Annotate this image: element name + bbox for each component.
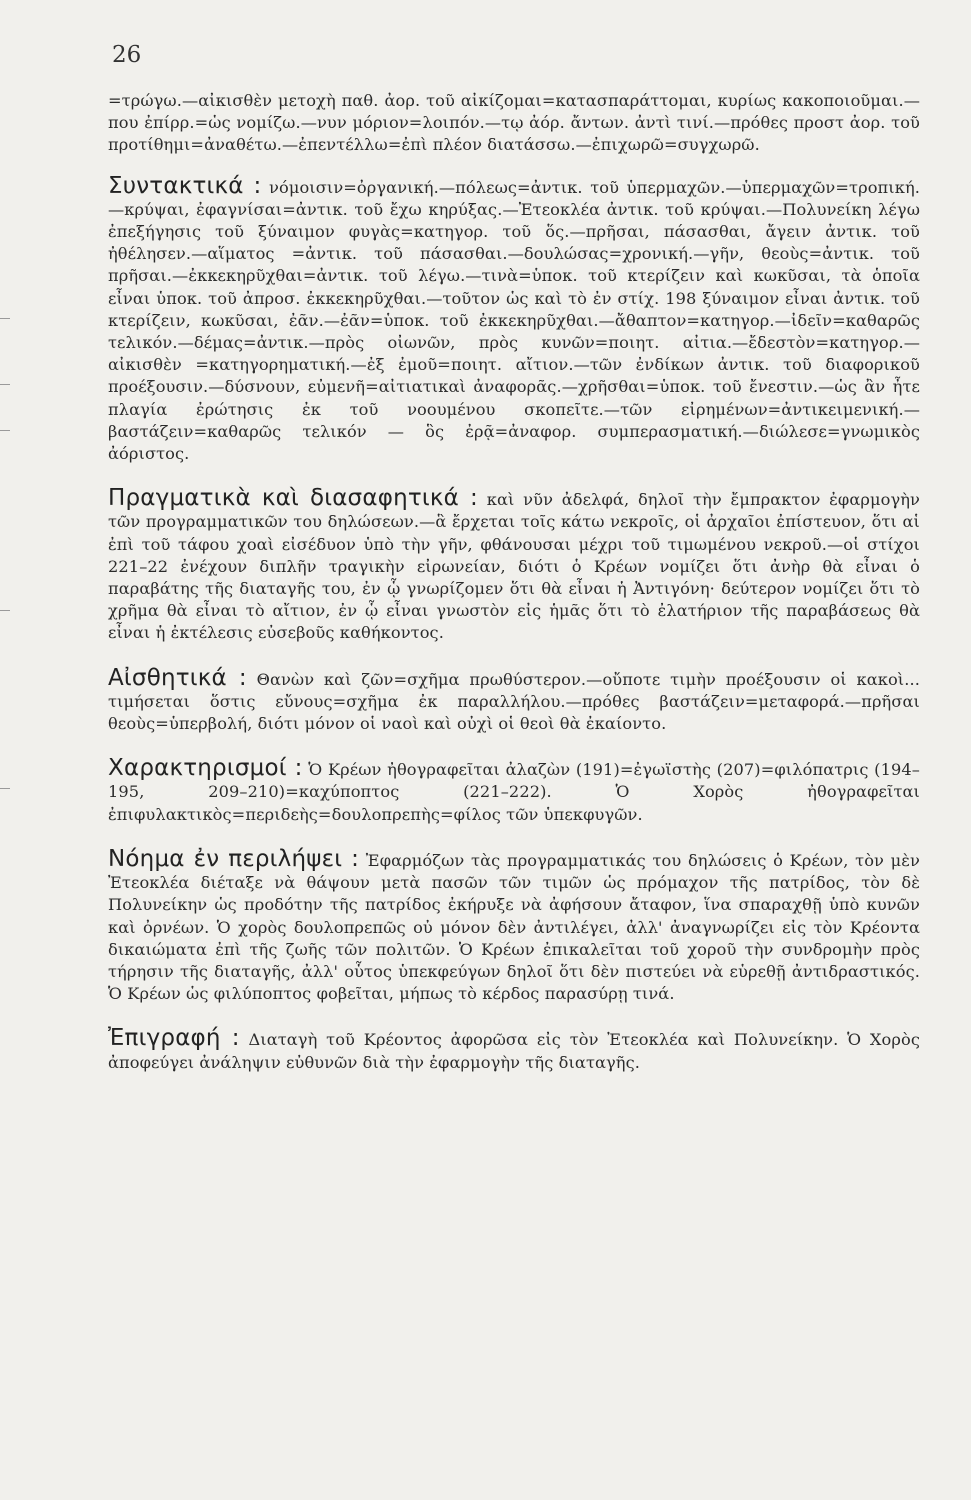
- intro-paragraph: =τρώγω.—αἰκισθὲν μετοχὴ παθ. ἀορ. τοῦ αἰκίζομαι=κατασπαράττομαι, κυρίως κακοποιοῦμαι.—που ἐπίρρ.=ὡς νομίζω.—νυν μόριον=λοιπόν.—τῳ ἀόρ. ἄντων. ἀντὶ τινί.—πρόθες προστ ἀορ. τοῦ προτίθημι=ἀναθέτω.—ἐπεντέλλω=ἐπὶ πλέον διατάσσω.—ἐπιχωρῶ=συγχωρῶ.: [108, 91, 920, 155]
- section-heading: Ἐπιγραφή :: [108, 1025, 240, 1052]
- section-text: καὶ νῦν ἀδελφά, δηλοῖ τὴν ἔμπρακτον ἐφαρμογὴν τῶν προγραμματικῶν του δηλώσεων.—ἃ ἔρχεται τοῖς κάτω νεκροῖς, οἱ ἀρχαῖοι ἐπίστευον, ὅτι αἱ ἐπὶ τοῦ τάφου χοαὶ εἰσέδυον ὑπὸ τὴν γῆν, φθάνουσαι μέχρι τοῦ τιμωμένου νεκροῦ.—οἱ στίχοι 221–22 ἐνέχουν διπλῆν τραγικὴν εἰρωνείαν, διότι ὁ Κρέων νομίζει ὅτι ἀνὴρ θὰ εἶναι ὁ παραβάτης τῆς διαταγῆς του, ἐν ᾧ γνωρίζομεν ὅτι θὰ εἶναι ἡ Ἀντιγόνη· δεύτερον νομίζει ὅτι τὸ χρῆμα θὰ εἶναι τὸ αἴτιον, ἐν ᾧ εἶναι γνωστὸν εἰς ἡμᾶς ὅτι τὸ ἐλατήριον τῆς παραβάσεως θὰ εἶναι ἡ ἐκτέλεσις εὐσεβοῦς καθήκοντος.: [108, 490, 920, 643]
- section-text: Ὁ Κρέων ἠθογραφεῖται ἀλαζὼν (191)=ἐγωϊστὴς (207)=φιλόπατρις (194–195, 209–210)=καχύποπτος (221–222). Ὁ Χορὸς ἠθογραφεῖται ἐπιφυλακτικὸς=περιδεὴς=δουλοπρεπὴς=φίλος τῶν ὑπεκφυγῶν.: [108, 760, 920, 824]
- section-heading: Χαρακτηρισμοί :: [108, 755, 303, 782]
- section-heading: Αἰσθητικά :: [108, 664, 247, 691]
- margin-mark: [0, 788, 10, 789]
- section-text: Ἐφαρμόζων τὰς προγραμματικάς του δηλώσεις ὁ Κρέων, τὸν μὲν Ἐτεοκλέα διέταξε νὰ θάψουν μετὰ πασῶν τῶν τιμῶν ὡς πρόμαχον τῆς πατρίδος, τὸν δὲ Πολυνείκην ὡς προδότην τῆς πατρίδος ἐκήρυξε νὰ ἀφήσουν ἄταφον, ἵνα σπαραχθῇ ὑπὸ κυνῶν καὶ ὀρνέων. Ὁ χορὸς δουλοπρεπῶς οὐ μόνον δὲν ἀντιλέγει, ἀλλ' ἀναγνωρίζει εἰς τὸν Κρέοντα δικαιώματα ἐπὶ τῆς ζωῆς τῶν πολιτῶν. Ὁ Κρέων ἐπικαλεῖται τοῦ χοροῦ τὴν συνδρομὴν πρὸς τήρησιν τῆς διαταγῆς, ἀλλ' οὗτος ὑπεκφεύγων δηλοῖ ὅτι δὲν πιστεύει νὰ εὑρεθῇ ἀντιδραστικός. Ὁ Κρέων ὡς φιλύποπτος φοβεῖται, μήπως τὸ κέρδος παρασύρῃ τινά.: [108, 850, 920, 1004]
- section-text: Θανὼν καὶ ζῶν=σχῆμα πρωθύστερον.—οὔποτε τιμὴν προέξουσιν οἱ κακοὶ... τιμήσεται ὅστις εὔνους=σχῆμα ἐκ παραλλήλου.—πρόθες βαστάζειν=μεταφορά.—πρῆσαι θεοὺς=ὑπερβολή, διότι μόνον οἱ ναοὶ καὶ οὐχὶ οἱ θεοὶ θὰ ἐκαίοντο.: [108, 669, 920, 734]
- section-characterization: [108, 757, 920, 826]
- margin-mark: [0, 610, 10, 611]
- section-text: νόμοισιν=ὀργανική.—πόλεως=ἀντικ. τοῦ ὑπερμαχῶν.—ὑπερμαχῶν=τροπική.—κρύψαι, ἐφαγνίσαι=ἀντικ. τοῦ ἔχω κηρύξας.—Ἐτεοκλέα ἀντικ. τοῦ κρύψαι.—Πολυνείκη λέγω ἐπεξήγησις τοῦ ξύναιμον φυγὰς=κατηγορ. τοῦ ὅς.—πρῆσαι, πάσασθαι, ἄγειν ἀντικ. τοῦ ἠθέλησεν.—αἵματος =ἀντικ. τοῦ πάσασθαι.—δουλώσας=χρονική.—γῆν, θεοὺς=ἀντικ. τοῦ πρῆσαι.—ἐκκεκηρῦχθαι=ἀντικ. τοῦ λέγω.—τινὰ=ὑποκ. τοῦ κτερίζειν καὶ κωκῦσαι, τὰ ὁποῖα εἶναι ὑποκ. τοῦ ἀπροσ. ἐκκεκηρῦχθαι.—τοῦτον ὡς καὶ τὸ ἐν στίχ. 198 ξύναιμον εἶναι ἀντικ. τοῦ κτερίζειν, κωκῦσαι, ἐᾶν.—ἐᾶν=ὑποκ. τοῦ ἐκκεκηρῦχθαι.—ἄθαπτον=κατηγορ.—ἰδεῖν=καθαρῶς τελικόν.—δέμας=ἀντικ.—πρὸς οἰωνῶν, πρὸς κυνῶν=ποιητ. αἰτια.—ἔδεστὸν=κατηγορ.—αἰκισθὲν =κατηγορηματική.—ἐξ ἐμοῦ=ποιητ. αἴτιον.—τῶν ἐνδίκων ἀντικ. τοῦ διαφορικοῦ προέξουσιν.—δύσνουν, εὐμενῆ=αἰτιατικαὶ ἀναφορᾶς.—χρῆσθαι=ὑποκ. τοῦ ἔνεστιν.—ὡς ἂν ἦτε πλαγία ἐρώτησις ἐκ τοῦ νοουμένου σκοπεῖτε.—τῶν εἰρημένων=ἀντικειμενική.—βαστάζειν=καθαρῶς τελικόν — ὃς ἐρᾷ=ἀναφορ. συμπερασματική.—διώλεσε=γνωμικὸς ἀόριστος.: [108, 177, 921, 464]
- margin-mark: [0, 384, 10, 385]
- page-number: 26: [112, 42, 142, 68]
- section-heading: Νόημα ἐν περιλήψει :: [108, 845, 360, 872]
- section-text: Διαταγὴ τοῦ Κρέοντος ἀφορῶσα εἰς τὸν Ἐτεοκλέα καὶ Πολυνείκην. Ὁ Χορὸς ἀποφεύγει ἀνάληψιν εὐθυνῶν διὰ τὴν ἐφαρμογὴν τῆς διαταγῆς.: [108, 1030, 920, 1072]
- body-text: [108, 90, 920, 1096]
- margin-mark: [0, 318, 10, 319]
- section-heading: Συντακτικά :: [108, 172, 262, 199]
- margin-mark: [0, 430, 10, 431]
- section-heading: Πραγματικὰ καὶ διασαφητικά :: [108, 485, 478, 512]
- section-aesthetic: [108, 664, 920, 736]
- section-summary: [108, 845, 920, 1005]
- section-syntactic: [108, 172, 921, 466]
- section-inscription: [108, 1027, 920, 1073]
- section-factual: [108, 487, 920, 644]
